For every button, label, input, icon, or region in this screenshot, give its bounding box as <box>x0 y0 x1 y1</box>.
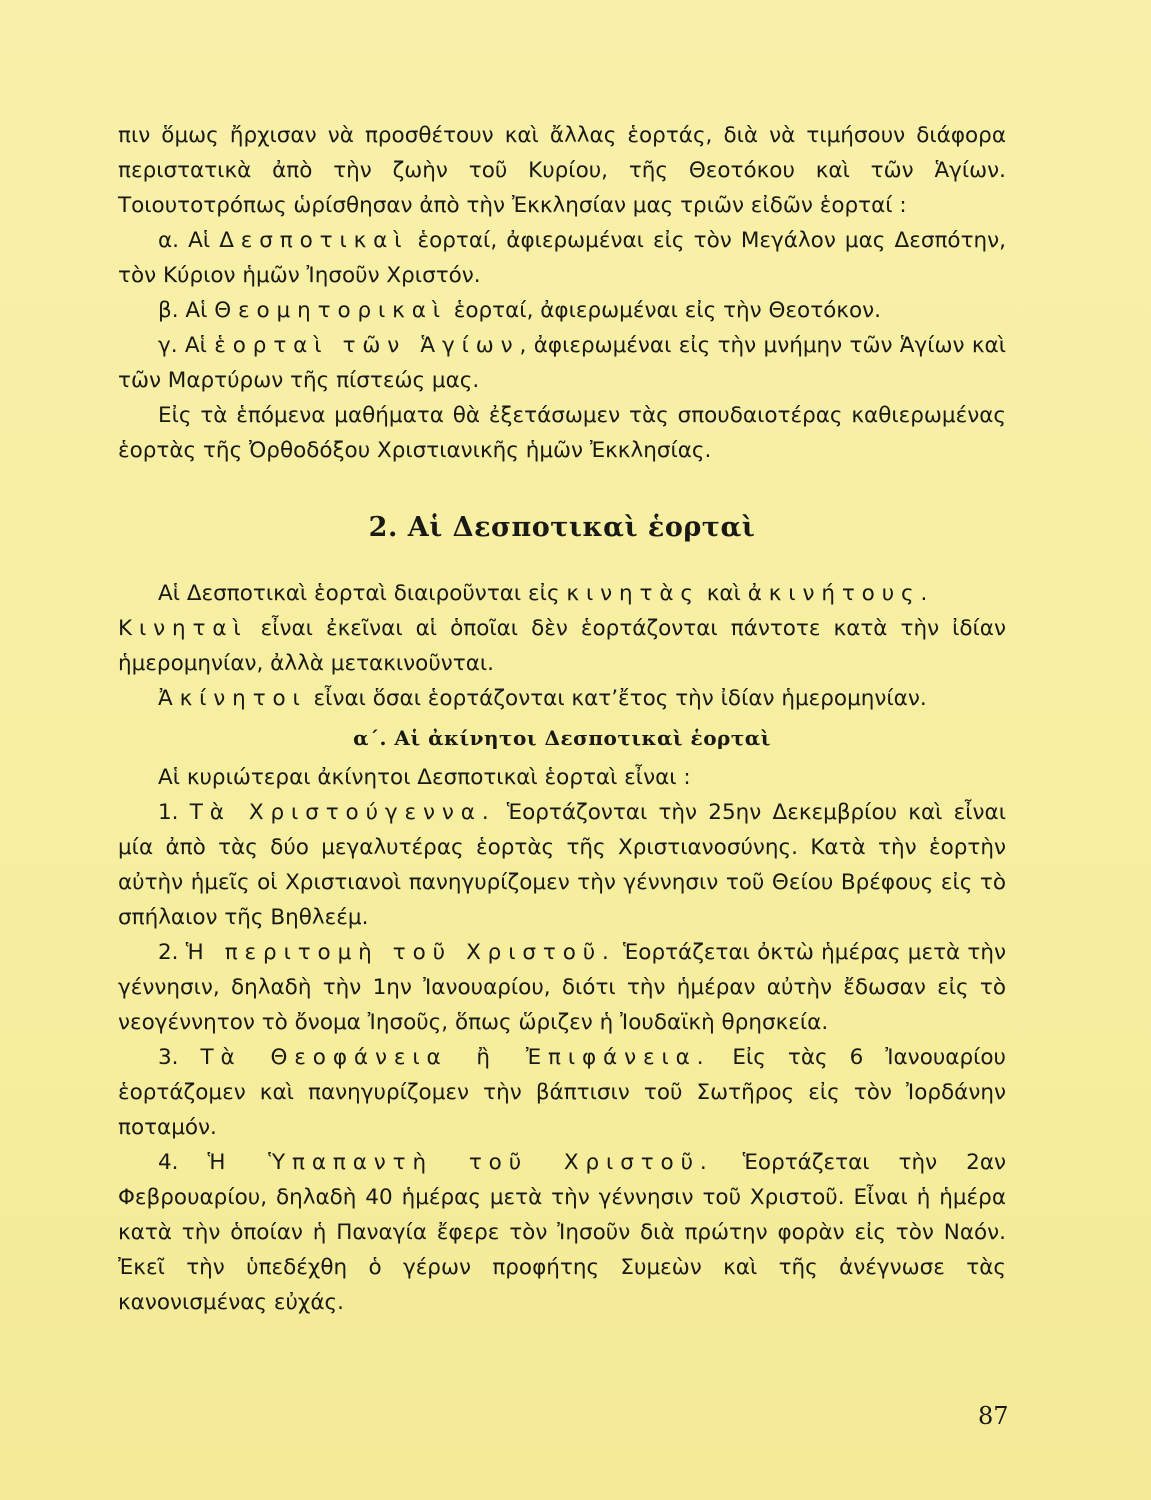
division-and: καὶ <box>699 581 748 606</box>
page-number: 87 <box>978 1402 1009 1430</box>
item-number: 4. <box>158 1150 208 1175</box>
item-title: Τὰ Θεοφάνεια ἢ Ἐπιφάνεια. <box>200 1045 711 1070</box>
category-c-prefix: γ. Αἱ <box>158 333 215 358</box>
category-b-prefix: β. Αἱ <box>158 298 215 323</box>
kinetai-paragraph <box>118 611 1006 681</box>
kinetai-rest: εἶναι ἐκεῖναι αἱ ὁποῖαι δὲν ἑορτάζονται πάντοτε κατὰ τὴν ἰδίαν ἡμερομηνίαν, ἀλλὰ μετακινοῦνται. <box>118 616 1006 676</box>
category-b-spaced: Θεομητορικαὶ <box>214 298 447 323</box>
division-paragraph <box>118 576 1006 611</box>
item-number: 2. <box>158 940 186 965</box>
category-c <box>118 328 1006 398</box>
section-heading: 2. Αἱ Δεσποτικαὶ ἑορταὶ <box>368 512 756 543</box>
list-item <box>118 1040 1006 1145</box>
division-kinetas: κινητὰς <box>566 581 700 606</box>
list-intro: Αἱ κυριώτεραι ἀκίνητοι Δεσποτικαὶ ἑορταὶ εἶναι : <box>158 765 691 790</box>
next-lessons-paragraph: Εἰς τὰ ἑπόμενα μαθήματα θὰ ἐξετάσωμεν τὰς σπουδαιοτέρας καθιερωμένας ἑορτὰς τῆς Ὀρθοδόξου Χριστιανικῆς ἡμῶν Ἐκκλησίας. <box>118 403 1006 463</box>
division-prefix: Αἱ Δεσποτικαὶ ἑορταὶ διαιροῦνται εἰς <box>158 581 567 606</box>
text-block <box>118 118 1006 1320</box>
item-text: Ἑορτάζονται τὴν 25ην Δεκεμβρίου καὶ εἶναι μία ἀπὸ τὰς δύο μεγαλυτέρας ἑορτὰς τῆς Χριστιανοσύνης. Κατὰ τὴν ἑορτὴν αὐτὴν ἡμεῖς οἱ Χριστιανοὶ πανηγυρίζομεν τὴν γέννησιν τοῦ Θείου Βρέφους εἰς τὸ σπήλαιον τῆς Βηθλεέμ. <box>118 800 1006 930</box>
division-akinitous: ἀκινήτους <box>747 581 921 606</box>
item-title: Ἡ Ὑπαπαντὴ τοῦ Χριστοῦ. <box>207 1150 714 1175</box>
category-a-rest: ἑορταί, ἀφιερωμέναι εἰς τὸν Μεγάλον μας Δεσπότην, τὸν Κύριον ἡμῶν Ἰησοῦν Χριστόν. <box>118 228 1006 288</box>
akinitoi-rest: εἶναι ὅσαι ἑορτάζονται κατ’ἔτος τὴν ἰδίαν ἡμερομηνίαν. <box>306 686 927 711</box>
category-c-rest: , ἀφιερωμέναι εἰς τὴν μνήμην τῶν Ἁγίων καὶ τῶν Μαρτύρων τῆς πίστεώς μας. <box>118 333 1006 393</box>
category-a-prefix: α. Αἱ <box>158 228 220 253</box>
akinitoi-paragraph <box>118 681 1006 716</box>
list-item <box>118 1145 1006 1320</box>
item-title: Τὰ Χριστούγεννα. <box>189 800 496 825</box>
item-title: Ἡ περιτομὴ τοῦ Χριστοῦ. <box>185 940 616 965</box>
division-end: . <box>920 581 928 606</box>
category-a <box>118 223 1006 293</box>
category-a-spaced: Δεσποτικαὶ <box>219 228 409 253</box>
item-number: 3. <box>158 1045 201 1070</box>
intro-paragraph: πιν ὅμως ἤρχισαν νὰ προσθέτουν καὶ ἄλλας ἑορτάς, διὰ νὰ τιμήσουν διάφορα περιστατικὰ ἀπὸ τὴν ζωὴν τοῦ Κυρίου, τῆς Θεοτόκου καὶ τῶν Ἁγίων. Τοιουτοτρόπως ὡρίσθησαν ἀπὸ τὴν Ἐκκλησίαν μας τριῶν εἰδῶν ἑορταί : <box>118 123 1006 218</box>
item-text: Εἰς τὰς 6 Ἰανουαρίου ἑορτάζομεν καὶ πανηγυρίζομεν τὴν βάπτισιν τοῦ Σωτῆρος εἰς τὸν Ἰορδάνην ποταμόν. <box>118 1045 1006 1140</box>
list-item <box>118 795 1006 935</box>
kinetai-word: Κινηταὶ <box>118 616 248 641</box>
item-text: Ἑορτάζεται ὀκτὼ ἡμέρας μετὰ τὴν γέννησιν, δηλαδὴ τὴν 1ην Ἰανουαρίου, διότι τὴν ἡμέραν αὐτὴν ἔδωσαν εἰς τὸ νεογέννητον τὸ ὄνομα Ἰησοῦς, ὅπως ὥριζεν ἡ Ἰουδαϊκὴ θρησκεία. <box>118 940 1006 1035</box>
item-text: Ἑορτάζεται τὴν 2αν Φεβρουαρίου, δηλαδὴ 40 ἡμέρας μετὰ τὴν γέννησιν τοῦ Χριστοῦ. Εἶναι ἡ ἡμέρα κατὰ τὴν ὁποίαν ἡ Παναγία ἔφερε τὸν Ἰησοῦν διὰ πρώτην φορὰν εἰς τὸν Ναόν. Ἐκεῖ τὴν ὑπεδέχθη ὁ γέρων προφήτης Συμεὼν καὶ τῆς ἀνέγνωσε τὰς κανονισμένας εὐχάς. <box>118 1150 1007 1315</box>
subheading: α΄. Αἱ ἀκίνητοι Δεσποτικαὶ ἑορταὶ <box>353 726 771 750</box>
item-number: 1. <box>158 800 190 825</box>
category-b-rest: ἑορταί, ἀφιερωμέναι εἰς τὴν Θεοτόκον. <box>446 298 881 323</box>
list-item <box>118 935 1006 1040</box>
category-c-spaced: ἑορταὶ τῶν Ἁγίων <box>214 333 520 358</box>
akinitoi-word: Ἀκίνητοι <box>158 686 307 711</box>
category-b <box>118 293 1006 328</box>
